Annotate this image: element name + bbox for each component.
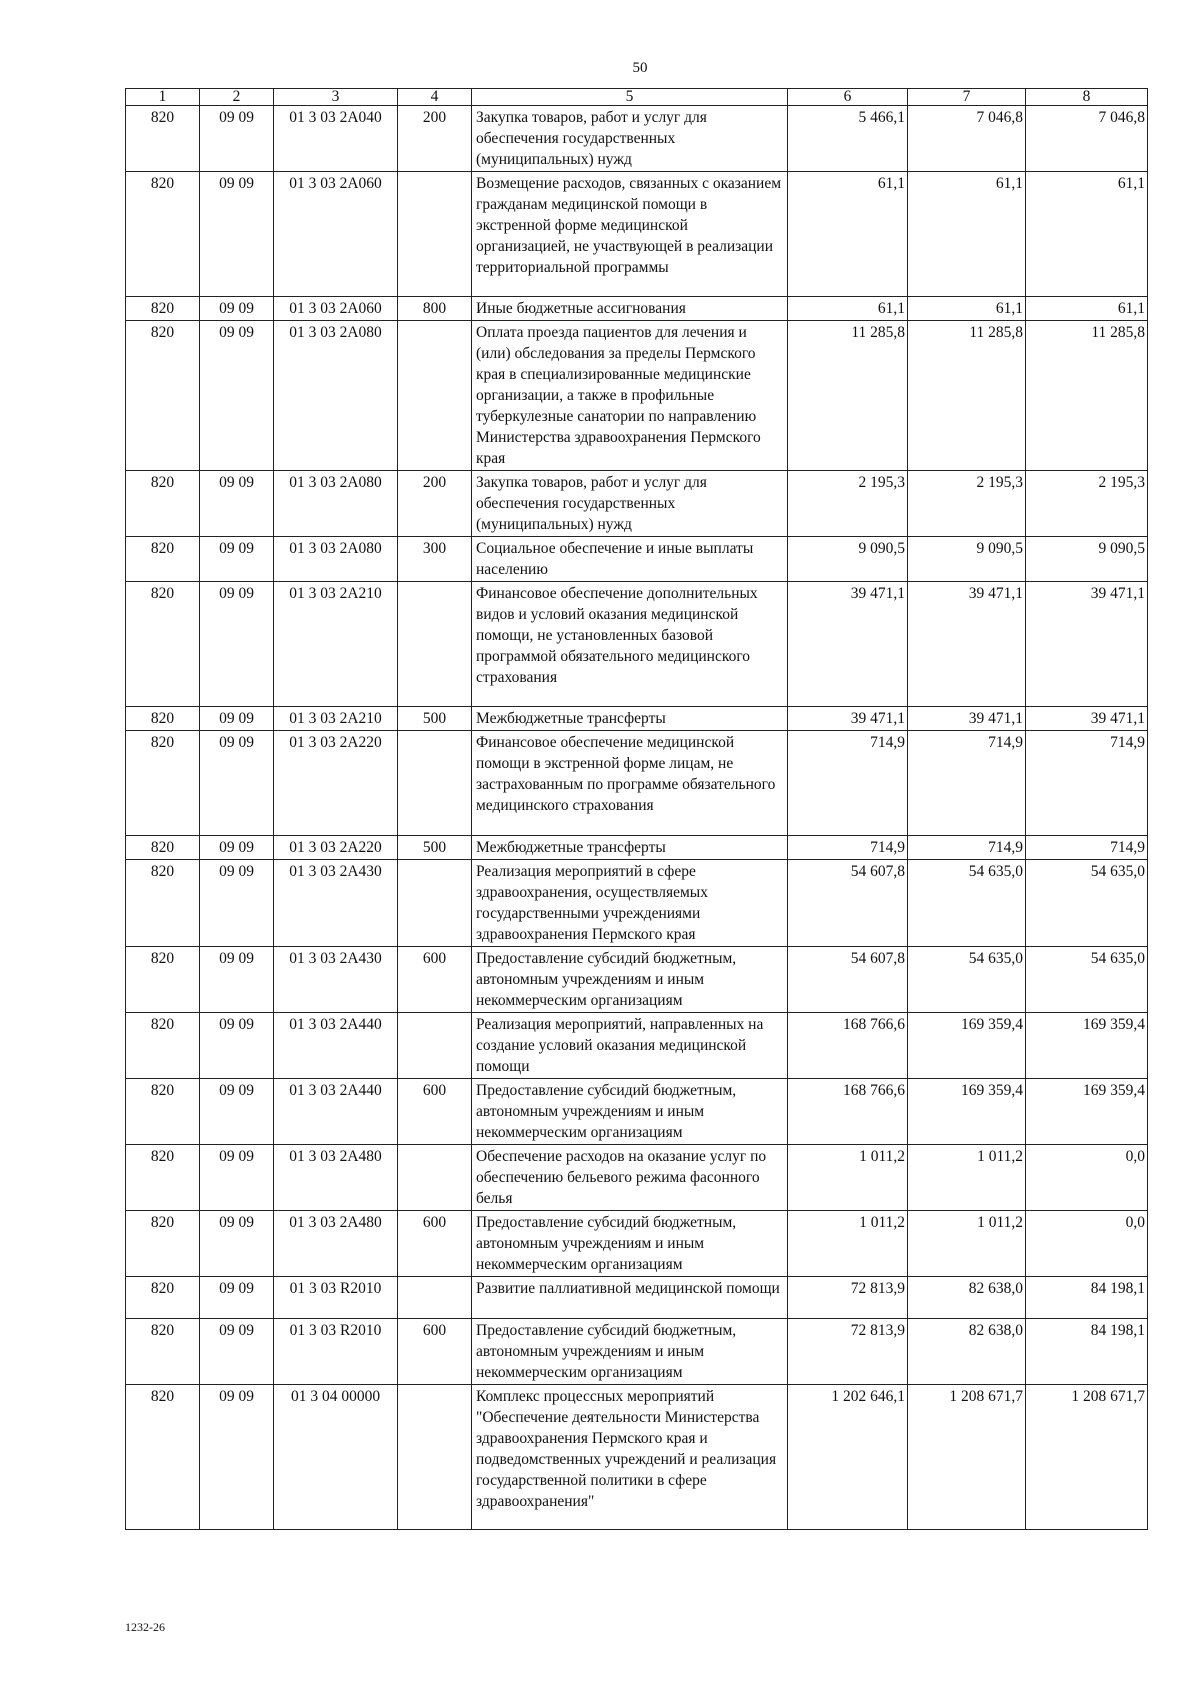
cell-section: 09 09 xyxy=(200,836,274,860)
cell-section: 09 09 xyxy=(200,106,274,172)
table-row xyxy=(126,172,1148,297)
cell-target-article: 01 3 03 2А430 xyxy=(274,860,398,947)
page-number: 50 xyxy=(632,60,648,76)
table-row xyxy=(126,1211,1148,1277)
table-body xyxy=(126,106,1148,1530)
cell-description: Реализация мероприятий в сфере здравоохранения, осуществляемых государственными учреждениями здравоохранения Пермского края xyxy=(472,860,788,947)
cell-expense-type xyxy=(398,1385,472,1530)
cell-expense-type xyxy=(398,321,472,471)
cell-amount-year2: 82 638,0 xyxy=(908,1319,1026,1385)
cell-section: 09 09 xyxy=(200,860,274,947)
cell-code-admin: 820 xyxy=(126,1211,200,1277)
cell-expense-type: 500 xyxy=(398,707,472,731)
cell-description: Финансовое обеспечение дополнительных видов и условий оказания медицинской помощи, не установленных базовой программой обязательного медицинского страхования xyxy=(472,582,788,707)
cell-section: 09 09 xyxy=(200,1385,274,1530)
cell-target-article: 01 3 03 2А060 xyxy=(274,172,398,297)
cell-code-admin: 820 xyxy=(126,1319,200,1385)
cell-amount-year1: 2 195,3 xyxy=(788,471,908,537)
table-row xyxy=(126,297,1148,321)
cell-section: 09 09 xyxy=(200,297,274,321)
document-code: 1232-26 xyxy=(125,1620,165,1634)
cell-code-admin: 820 xyxy=(126,860,200,947)
cell-description: Межбюджетные трансферты xyxy=(472,836,788,860)
cell-description: Межбюджетные трансферты xyxy=(472,707,788,731)
cell-code-admin: 820 xyxy=(126,836,200,860)
cell-amount-year1: 39 471,1 xyxy=(788,707,908,731)
cell-description: Закупка товаров, работ и услуг для обеспечения государственных (муниципальных) нужд xyxy=(472,106,788,172)
cell-amount-year3: 9 090,5 xyxy=(1026,537,1148,582)
header-col-2: 2 xyxy=(200,89,274,106)
cell-target-article: 01 3 04 00000 xyxy=(274,1385,398,1530)
cell-target-article: 01 3 03 2А040 xyxy=(274,106,398,172)
cell-amount-year1: 5 466,1 xyxy=(788,106,908,172)
header-col-1: 1 xyxy=(126,89,200,106)
cell-amount-year2: 39 471,1 xyxy=(908,582,1026,707)
cell-amount-year2: 11 285,8 xyxy=(908,321,1026,471)
cell-section: 09 09 xyxy=(200,731,274,836)
cell-target-article: 01 3 03 2А220 xyxy=(274,836,398,860)
cell-amount-year2: 2 195,3 xyxy=(908,471,1026,537)
cell-target-article: 01 3 03 2А430 xyxy=(274,947,398,1013)
table-row xyxy=(126,731,1148,836)
cell-code-admin: 820 xyxy=(126,471,200,537)
budget-table xyxy=(125,88,1148,1530)
cell-amount-year3: 11 285,8 xyxy=(1026,321,1148,471)
cell-expense-type xyxy=(398,731,472,836)
table-header-row xyxy=(126,89,1148,106)
cell-expense-type: 600 xyxy=(398,947,472,1013)
cell-amount-year1: 1 202 646,1 xyxy=(788,1385,908,1530)
cell-expense-type: 600 xyxy=(398,1319,472,1385)
header-col-8: 8 xyxy=(1026,89,1148,106)
cell-expense-type xyxy=(398,1277,472,1319)
cell-section: 09 09 xyxy=(200,707,274,731)
cell-amount-year2: 714,9 xyxy=(908,836,1026,860)
cell-expense-type xyxy=(398,1145,472,1211)
table-row xyxy=(126,1277,1148,1319)
cell-amount-year3: 0,0 xyxy=(1026,1211,1148,1277)
cell-section: 09 09 xyxy=(200,1145,274,1211)
cell-amount-year2: 9 090,5 xyxy=(908,537,1026,582)
cell-expense-type xyxy=(398,172,472,297)
cell-amount-year3: 61,1 xyxy=(1026,172,1148,297)
table-row xyxy=(126,1319,1148,1385)
cell-expense-type xyxy=(398,860,472,947)
cell-section: 09 09 xyxy=(200,1013,274,1079)
cell-amount-year1: 714,9 xyxy=(788,731,908,836)
cell-description: Оплата проезда пациентов для лечения и (или) обследования за пределы Пермского края в специализированные медицинские организации, а также в профильные туберкулезные санатории по направлению Министерства здравоохранения Пермского края xyxy=(472,321,788,471)
table-row xyxy=(126,321,1148,471)
cell-code-admin: 820 xyxy=(126,537,200,582)
cell-section: 09 09 xyxy=(200,1211,274,1277)
cell-target-article: 01 3 03 2А080 xyxy=(274,471,398,537)
cell-code-admin: 820 xyxy=(126,707,200,731)
cell-expense-type: 200 xyxy=(398,106,472,172)
cell-code-admin: 820 xyxy=(126,106,200,172)
table-row xyxy=(126,1079,1148,1145)
cell-amount-year1: 11 285,8 xyxy=(788,321,908,471)
cell-expense-type: 300 xyxy=(398,537,472,582)
cell-amount-year3: 54 635,0 xyxy=(1026,860,1148,947)
cell-target-article: 01 3 03 2А480 xyxy=(274,1145,398,1211)
cell-expense-type xyxy=(398,1013,472,1079)
cell-code-admin: 820 xyxy=(126,172,200,297)
cell-amount-year2: 7 046,8 xyxy=(908,106,1026,172)
cell-amount-year1: 39 471,1 xyxy=(788,582,908,707)
cell-amount-year2: 39 471,1 xyxy=(908,707,1026,731)
cell-amount-year1: 168 766,6 xyxy=(788,1013,908,1079)
cell-amount-year3: 169 359,4 xyxy=(1026,1013,1148,1079)
cell-code-admin: 820 xyxy=(126,731,200,836)
cell-expense-type: 200 xyxy=(398,471,472,537)
cell-code-admin: 820 xyxy=(126,1079,200,1145)
cell-expense-type: 500 xyxy=(398,836,472,860)
cell-expense-type: 600 xyxy=(398,1211,472,1277)
cell-amount-year3: 714,9 xyxy=(1026,731,1148,836)
header-col-6: 6 xyxy=(788,89,908,106)
table-row xyxy=(126,836,1148,860)
cell-amount-year3: 39 471,1 xyxy=(1026,582,1148,707)
cell-amount-year2: 169 359,4 xyxy=(908,1013,1026,1079)
cell-amount-year3: 84 198,1 xyxy=(1026,1319,1148,1385)
cell-amount-year3: 714,9 xyxy=(1026,836,1148,860)
cell-description: Комплекс процессных мероприятий "Обеспечение деятельности Министерства здравоохранения Пермского края и подведомственных учреждений и реализация государственной политики в сфере здравоохранения" xyxy=(472,1385,788,1530)
table-row xyxy=(126,1013,1148,1079)
cell-amount-year1: 72 813,9 xyxy=(788,1319,908,1385)
cell-amount-year3: 1 208 671,7 xyxy=(1026,1385,1148,1530)
cell-amount-year1: 54 607,8 xyxy=(788,947,908,1013)
cell-target-article: 01 3 03 2А060 xyxy=(274,297,398,321)
header-col-4: 4 xyxy=(398,89,472,106)
header-col-3: 3 xyxy=(274,89,398,106)
cell-description: Развитие паллиативной медицинской помощи xyxy=(472,1277,788,1319)
cell-amount-year2: 82 638,0 xyxy=(908,1277,1026,1319)
cell-target-article: 01 3 03 2А480 xyxy=(274,1211,398,1277)
cell-amount-year3: 169 359,4 xyxy=(1026,1079,1148,1145)
cell-code-admin: 820 xyxy=(126,947,200,1013)
cell-target-article: 01 3 03 2А210 xyxy=(274,707,398,731)
cell-section: 09 09 xyxy=(200,172,274,297)
cell-code-admin: 820 xyxy=(126,1013,200,1079)
table-row xyxy=(126,582,1148,707)
table-row xyxy=(126,1385,1148,1530)
cell-amount-year1: 9 090,5 xyxy=(788,537,908,582)
table-row xyxy=(126,860,1148,947)
cell-target-article: 01 3 03 2А080 xyxy=(274,537,398,582)
table-row xyxy=(126,471,1148,537)
cell-section: 09 09 xyxy=(200,582,274,707)
cell-description: Иные бюджетные ассигнования xyxy=(472,297,788,321)
cell-amount-year1: 61,1 xyxy=(788,297,908,321)
table-row xyxy=(126,106,1148,172)
cell-amount-year2: 1 208 671,7 xyxy=(908,1385,1026,1530)
cell-amount-year2: 61,1 xyxy=(908,172,1026,297)
cell-description: Реализация мероприятий, направленных на создание условий оказания медицинской помощи xyxy=(472,1013,788,1079)
cell-amount-year3: 61,1 xyxy=(1026,297,1148,321)
cell-amount-year1: 72 813,9 xyxy=(788,1277,908,1319)
cell-target-article: 01 3 03 2А440 xyxy=(274,1013,398,1079)
cell-code-admin: 820 xyxy=(126,1145,200,1211)
cell-description: Предоставление субсидий бюджетным, автономным учреждениям и иным некоммерческим организациям xyxy=(472,1079,788,1145)
cell-amount-year2: 169 359,4 xyxy=(908,1079,1026,1145)
cell-description: Возмещение расходов, связанных с оказанием гражданам медицинской помощи в экстренной форме медицинской организацией, не участвующей в реализации территориальной программы xyxy=(472,172,788,297)
cell-amount-year1: 61,1 xyxy=(788,172,908,297)
cell-amount-year1: 54 607,8 xyxy=(788,860,908,947)
cell-amount-year1: 1 011,2 xyxy=(788,1211,908,1277)
header-col-5: 5 xyxy=(472,89,788,106)
cell-expense-type xyxy=(398,582,472,707)
table-row xyxy=(126,1145,1148,1211)
cell-amount-year3: 39 471,1 xyxy=(1026,707,1148,731)
cell-section: 09 09 xyxy=(200,471,274,537)
cell-amount-year1: 168 766,6 xyxy=(788,1079,908,1145)
cell-amount-year2: 54 635,0 xyxy=(908,860,1026,947)
cell-target-article: 01 3 03 2А220 xyxy=(274,731,398,836)
cell-target-article: 01 3 03 2А080 xyxy=(274,321,398,471)
cell-amount-year1: 1 011,2 xyxy=(788,1145,908,1211)
cell-amount-year3: 2 195,3 xyxy=(1026,471,1148,537)
table-row xyxy=(126,947,1148,1013)
cell-description: Предоставление субсидий бюджетным, автономным учреждениям и иным некоммерческим организациям xyxy=(472,947,788,1013)
cell-amount-year2: 714,9 xyxy=(908,731,1026,836)
cell-amount-year2: 61,1 xyxy=(908,297,1026,321)
cell-section: 09 09 xyxy=(200,1319,274,1385)
cell-code-admin: 820 xyxy=(126,1385,200,1530)
cell-description: Предоставление субсидий бюджетным, автономным учреждениям и иным некоммерческим организациям xyxy=(472,1319,788,1385)
cell-description: Социальное обеспечение и иные выплаты населению xyxy=(472,537,788,582)
cell-amount-year3: 7 046,8 xyxy=(1026,106,1148,172)
cell-target-article: 01 3 03 2А440 xyxy=(274,1079,398,1145)
cell-section: 09 09 xyxy=(200,321,274,471)
cell-amount-year3: 54 635,0 xyxy=(1026,947,1148,1013)
cell-target-article: 01 3 03 R2010 xyxy=(274,1277,398,1319)
cell-code-admin: 820 xyxy=(126,582,200,707)
cell-amount-year1: 714,9 xyxy=(788,836,908,860)
cell-code-admin: 820 xyxy=(126,297,200,321)
cell-code-admin: 820 xyxy=(126,1277,200,1319)
cell-section: 09 09 xyxy=(200,1079,274,1145)
cell-section: 09 09 xyxy=(200,1277,274,1319)
cell-section: 09 09 xyxy=(200,537,274,582)
cell-amount-year3: 0,0 xyxy=(1026,1145,1148,1211)
cell-description: Закупка товаров, работ и услуг для обеспечения государственных (муниципальных) нужд xyxy=(472,471,788,537)
cell-description: Финансовое обеспечение медицинской помощи в экстренной форме лицам, не застрахованным по программе обязательного медицинского страхования xyxy=(472,731,788,836)
cell-expense-type: 800 xyxy=(398,297,472,321)
cell-target-article: 01 3 03 R2010 xyxy=(274,1319,398,1385)
cell-amount-year2: 1 011,2 xyxy=(908,1211,1026,1277)
table-row xyxy=(126,537,1148,582)
cell-description: Предоставление субсидий бюджетным, автономным учреждениям и иным некоммерческим организациям xyxy=(472,1211,788,1277)
table-row xyxy=(126,707,1148,731)
cell-expense-type: 600 xyxy=(398,1079,472,1145)
header-col-7: 7 xyxy=(908,89,1026,106)
cell-section: 09 09 xyxy=(200,947,274,1013)
cell-target-article: 01 3 03 2А210 xyxy=(274,582,398,707)
cell-code-admin: 820 xyxy=(126,321,200,471)
cell-description: Обеспечение расходов на оказание услуг по обеспечению бельевого режима фасонного белья xyxy=(472,1145,788,1211)
cell-amount-year2: 54 635,0 xyxy=(908,947,1026,1013)
cell-amount-year2: 1 011,2 xyxy=(908,1145,1026,1211)
cell-amount-year3: 84 198,1 xyxy=(1026,1277,1148,1319)
